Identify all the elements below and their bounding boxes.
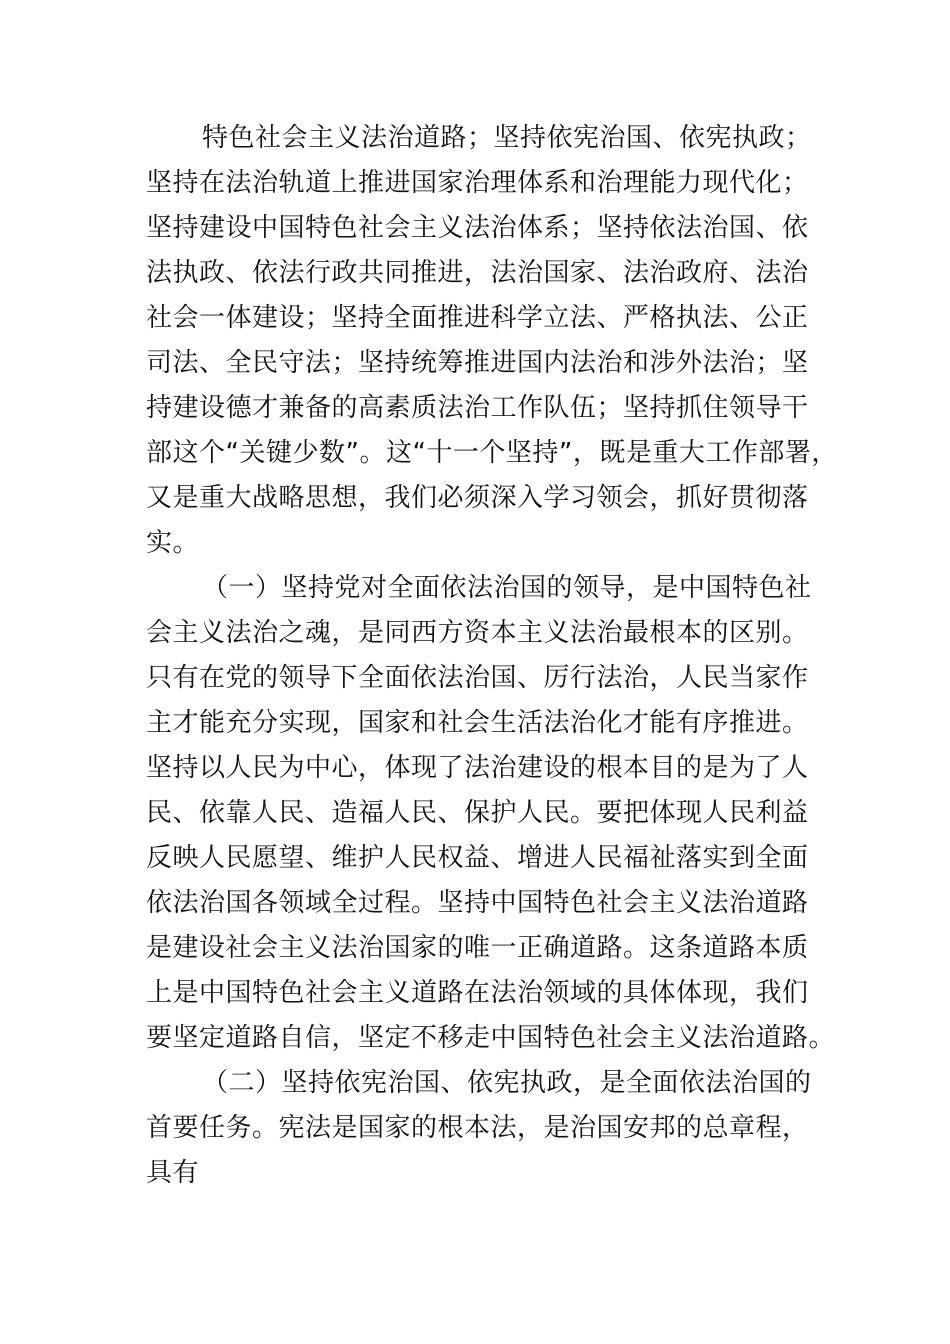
- text-line: 只有在党的领导下全面依法治国、厉行法治，人民当家作: [146, 663, 809, 693]
- text-line: 首要任务。宪法是国家的根本法，是治国安邦的总章程，: [146, 1113, 809, 1143]
- text-line: 部这个“关键少数”。这“十一个坚持”，既是重大工作部署，: [146, 438, 838, 468]
- text-line: 依法治国各领域全过程。坚持中国特色社会主义法治道路: [146, 888, 809, 918]
- text-line: 特色社会主义法治道路；坚持依宪治国、依宪执政；: [202, 123, 812, 153]
- text-line: 又是重大战略思想，我们必须深入学习领会，抓好贯彻落: [146, 483, 809, 513]
- text-line: 会主义法治之魂，是同西方资本主义法治最根本的区别。: [146, 618, 809, 648]
- text-line: 坚持建设中国特色社会主义法治体系；坚持依法治国、依: [146, 213, 809, 243]
- text-line: 社会一体建设；坚持全面推进科学立法、严格执法、公正: [146, 303, 809, 333]
- text-line: 持建设德才兼备的高素质法治工作队伍；坚持抓住领导干: [146, 393, 809, 423]
- text-line: 法执政、依法行政共同推进，法治国家、法治政府、法治: [146, 258, 809, 288]
- paragraph-2: [146, 566, 836, 1061]
- text-line: 具有: [146, 1158, 200, 1188]
- paragraph-1: [146, 116, 836, 566]
- text-line: （一）坚持党对全面依法治国的领导，是中国特色社: [202, 573, 812, 603]
- text-line: 坚持在法治轨道上推进国家治理体系和治理能力现代化；: [146, 168, 809, 198]
- text-line: 要坚定道路自信，坚定不移走中国特色社会主义法治道路。: [146, 1023, 836, 1053]
- text-line: 反映人民愿望、维护人民权益、增进人民福祉落实到全面: [146, 843, 809, 873]
- text-line: 坚持以人民为中心，体现了法治建设的根本目的是为了人: [146, 753, 809, 783]
- text-line: 民、依靠人民、造福人民、保护人民。要把体现人民利益: [146, 798, 809, 828]
- body-text: [146, 116, 836, 1196]
- text-line: 是建设社会主义法治国家的唯一正确道路。这条道路本质: [146, 933, 809, 963]
- text-line: 主才能充分实现，国家和社会生活法治化才能有序推进。: [146, 708, 809, 738]
- text-line: 实。: [146, 528, 200, 558]
- paragraph-3: [146, 1061, 836, 1196]
- text-line: 司法、全民守法；坚持统筹推进国内法治和涉外法治；坚: [146, 348, 809, 378]
- text-line: （二）坚持依宪治国、依宪执政，是全面依法治国的: [202, 1068, 812, 1098]
- text-line: 上是中国特色社会主义道路在法治领域的具体体现，我们: [146, 978, 809, 1008]
